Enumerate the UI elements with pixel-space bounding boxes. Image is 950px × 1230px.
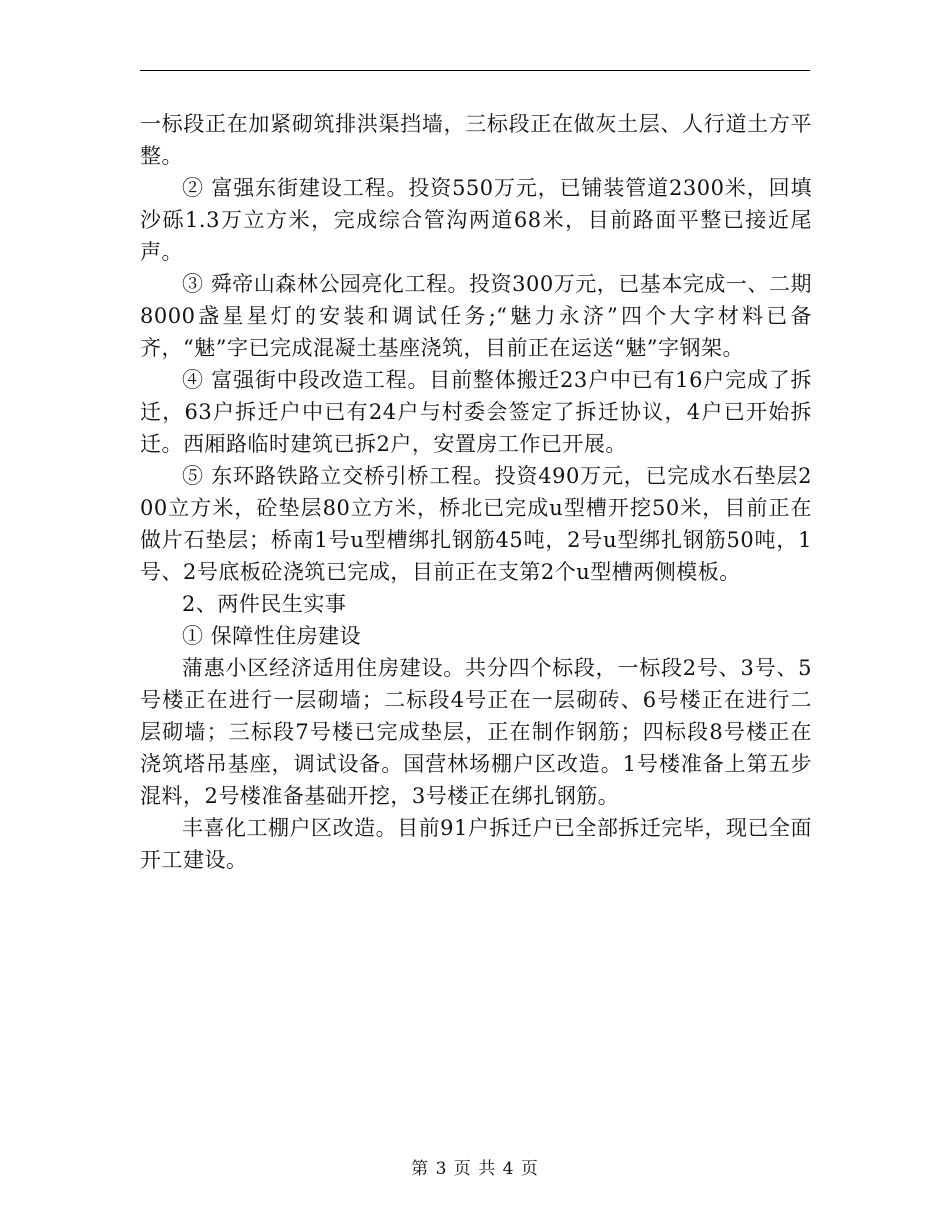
paragraph-shundi-park-lighting: ③ 舜帝山森林公园亮化工程。投资300万元，已基本完成一、二期8000盏星星灯的安装和调试任务;“魅力永济”四个大字材料已备齐，“魅”字已完成混凝土基座浇筑，目前正在运送“魅”字钢架。 [140, 272, 812, 360]
paragraph-donghuan-bridge: ⑤ 东环路铁路立交桥引桥工程。投资490万元，已完成水石垫层200立方米，砼垫层80立方米，桥北已完成u型槽开挖50米，目前正在做片石垫层；桥南1号u型槽绑扎钢筋45吨，2号u型绑扎钢筋50吨，1号、2号底板砼浇筑已完成，目前正在支第2个u型槽两侧模板。 [140, 464, 812, 584]
paragraph-puhui-housing: 蒲惠小区经济适用住房建设。共分四个标段，一标段2号、3号、5号楼正在进行一层砌墙；二标段4号正在一层砌砖、6号楼正在进行二层砌墙；三标段7号楼已完成垫层，正在制作钢筋；四标段8号楼正在浇筑塔吊基座，调试设备。国营林场棚户区改造。1号楼准备上第五步混料，2号楼准备基础开挖，3号楼正在绑扎钢筋。 [140, 656, 812, 808]
page-footer: 第 3 页 共 4 页 [411, 1159, 539, 1179]
section-heading-livelihood: 2、两件民生实事 [182, 592, 347, 616]
paragraph-fuqiang-east-street: ② 富强东街建设工程。投资550万元，已铺装管道2300米，回填沙砾1.3万立方米，完成综合管沟两道68米，目前路面平整已接近尾声。 [140, 176, 812, 264]
paragraph-continuation: 一标段正在加紧砌筑排洪渠挡墙，三标段正在做灰土层、人行道土方平整。 [140, 112, 812, 168]
subheading-housing: ① 保障性住房建设 [182, 624, 362, 648]
paragraph-fuqiang-street-renovation: ④ 富强街中段改造工程。目前整体搬迁23户中已有16户完成了拆迁，63户拆迁户中已有24户与村委会签定了拆迁协议，4户已开始拆迁。西厢路临时建筑已拆2户，安置房工作已开展。 [140, 368, 812, 456]
paragraph-fengxi-renovation: 丰喜化工棚户区改造。目前91户拆迁户已全部拆迁完毕，现已全面开工建设。 [140, 816, 812, 872]
document-body [140, 108, 812, 876]
header-rule [140, 70, 810, 71]
